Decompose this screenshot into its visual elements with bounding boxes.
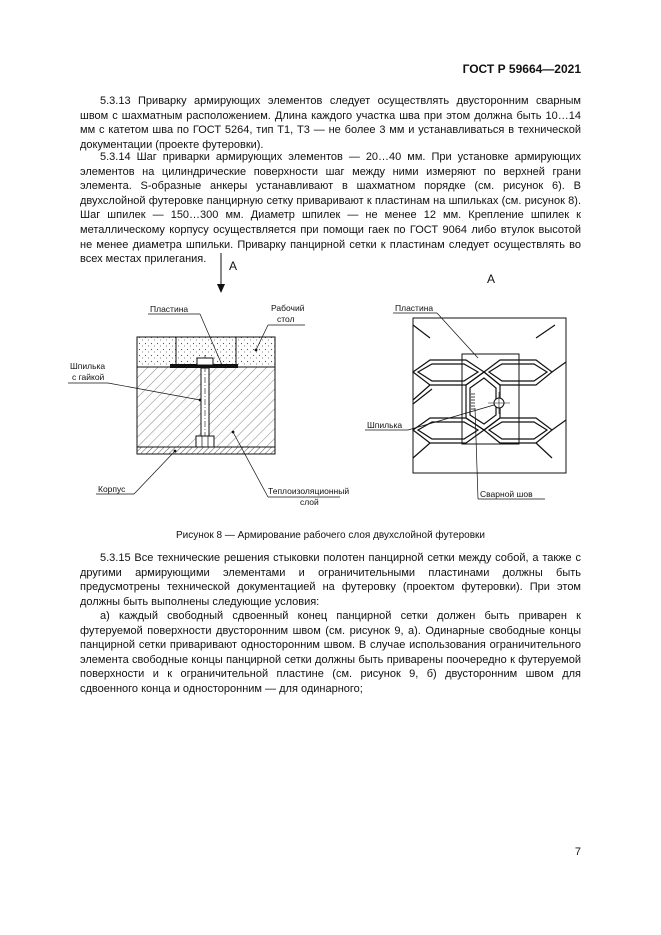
paragraph-5-3-15: 5.3.15 Все технические решения стыковки полотен панцирной сетки между собой, а также с другими армирующими элементами и ограничительными пластинами должны быть предусмотрены технической документацией на футеровку (проектом футеровки). При этом должны быть выполнены следующие условия: bbox=[80, 552, 581, 608]
figure-caption: Рисунок 8 — Армирование рабочего слоя двухслойной футеровки bbox=[176, 530, 485, 541]
nut bbox=[196, 436, 214, 447]
label-weld: Сварной шов bbox=[480, 489, 533, 499]
page-number: 7 bbox=[574, 846, 581, 858]
body-plate bbox=[137, 447, 275, 454]
label-work-layer-2: стол bbox=[277, 314, 295, 324]
view-a bbox=[365, 272, 566, 499]
label-insulation-2: слой bbox=[300, 497, 319, 507]
label-stud-1: Шпилька bbox=[70, 361, 106, 371]
label-body: Корпус bbox=[98, 484, 126, 494]
label-work-layer-1: Рабочий bbox=[271, 303, 305, 313]
view-letter-left: A bbox=[229, 259, 238, 273]
label-stud-2: с гайкой bbox=[72, 372, 105, 382]
label-plate-right: Пластина bbox=[395, 303, 434, 313]
label-insulation-1: Теплоизоляционный bbox=[268, 486, 350, 496]
paragraph-5-3-13: 5.3.13 Приварку армирующих элементов следует осуществлять двусторонним сварным швом с шахматным расположением. Длина каждого участка шва при этом должна быть 10…14 мм с катетом шва по ГОСТ 5264, тип Т1, Т3 — не более 3 мм и устанавливаться в технической документации (проекте футеровки). bbox=[80, 95, 581, 151]
section-view bbox=[68, 303, 349, 507]
paragraph-item-a: а) каждый свободный сдвоенный конец панцирной сетки должен быть приварен к футеруемой поверхности двусторонним швом (см. рисунок 9, а). Одинарные свободные концы панцирной сетки приваривают односторонним швом. В случае использования ограничительного элемента свободные концы панцирной сетки должны быть приварены поочередно к футеруемой поверхности и к ограничительной пластине (см. рисунок 9, б) двусторонним швом для сдвоенного конца и односторонним — для одинарного; bbox=[80, 610, 581, 695]
view-arrow-a bbox=[217, 253, 237, 293]
label-stud-right: Шпилька bbox=[367, 420, 403, 430]
paragraph-5-3-14: 5.3.14 Шаг приварки армирующих элементов — 20…40 мм. При установке армирующих элементов на цилиндрические поверхности шаг между ними измеряют по верхней грани элемента. S-образные анкеры устанавливают в шахматном порядке (см. рисунок 6). В двухслойной футеровке панцирную сетку приваривают к пластинам на шпильках (см. рисунок 8). Шаг шпилек — 150…300 мм. Диаметр шпилек — не менее 12 мм. Крепление шпилек к металлическому корпусу осуществляется при помощи гаек по ГОСТ 9064 либо втулок высотой не менее диаметра шпильки. Приварку панцирной сетки к пластинам следует осуществлять во всех местах прилегания. bbox=[80, 151, 581, 266]
label-plate-left: Пластина bbox=[150, 304, 189, 314]
view-letter-right: A bbox=[487, 272, 496, 286]
standard-number: ГОСТ Р 59664—2021 bbox=[462, 62, 581, 76]
